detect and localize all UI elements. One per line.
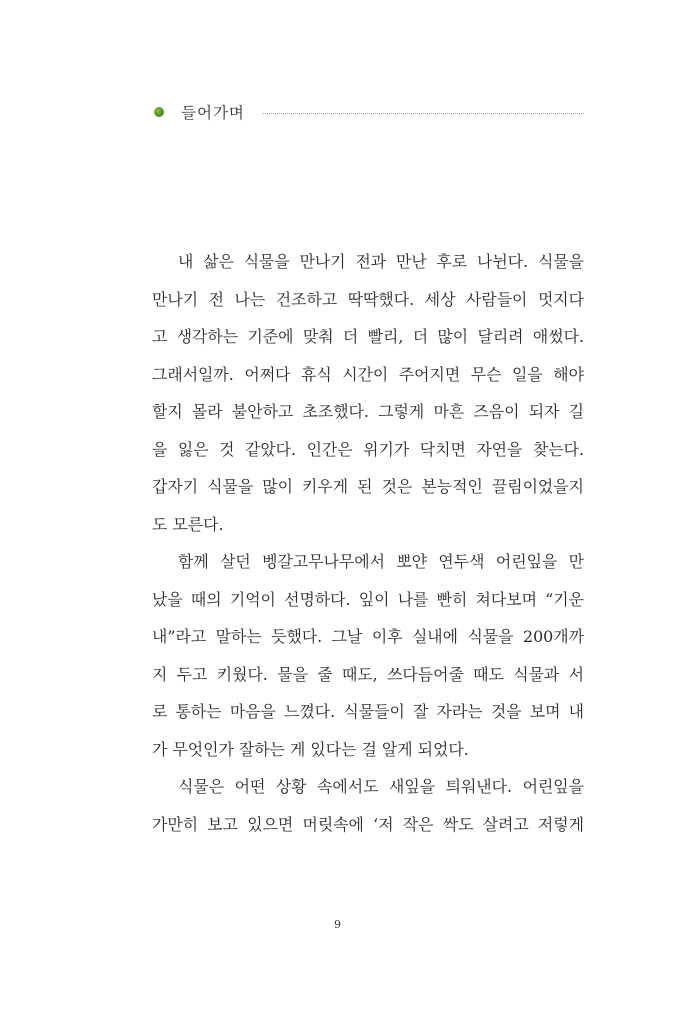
text-line: 가 무엇인가 잘하는 게 있다는 걸 알게 되었다. — [152, 739, 469, 759]
chapter-title: 들어가며 — [181, 104, 245, 122]
text-line: 할지 몰라 불안하고 초조했다. 그렇게 마흔 즈음이 되자 길 — [152, 402, 584, 421]
text-line: 났을 때의 기억이 선명하다. 잎이 나를 빤히 쳐다보며 “기운 — [152, 589, 584, 609]
dotted-divider — [263, 113, 584, 114]
text-line: 내 삶은 식물을 만나기 전과 만난 후로 나뉜다. 식물을 — [178, 252, 584, 271]
chapter-header — [154, 100, 584, 124]
text-line: 지 두고 키웠다. 물을 줄 때도, 쓰다듬어줄 때도 식물과 서 — [152, 664, 584, 684]
text-line: 갑자기 식물을 많이 키우게 된 것은 본능적인 끌림이었을지 — [152, 477, 584, 496]
text-line: 그래서일까. 어쩌다 휴식 시간이 주어지면 무슨 일을 해야 — [152, 364, 584, 384]
text-line: 고 생각하는 기준에 맞춰 더 빨리, 더 많이 달리려 애썼다. — [152, 327, 584, 346]
page-number: 9 — [334, 918, 341, 931]
text-line: 가만히 보고 있으면 머릿속에 ‘저 작은 싹도 살려고 저렇게 — [152, 814, 584, 834]
text-line: 함께 살던 벵갈고무나무에서 뽀얀 연두색 어린잎을 만 — [178, 552, 584, 571]
text-line: 도 모른다. — [152, 514, 224, 534]
text-line: 내”라고 말하는 듯했다. 그날 이후 실내에 식물을 200개까 — [152, 627, 584, 646]
body-text — [152, 243, 584, 843]
text-line: 만나기 전 나는 건조하고 딱딱했다. 세상 사람들이 멋지다 — [152, 289, 584, 309]
text-line: 을 잃은 것 같았다. 인간은 위기가 닥치면 자연을 찾는다. — [152, 439, 584, 459]
text-line: 식물은 어떤 상황 속에서도 새잎을 틔워낸다. 어린잎을 — [178, 777, 584, 796]
text-line: 로 통하는 마음을 느꼈다. 식물들이 잘 자라는 것을 보며 내 — [152, 702, 584, 721]
green-bullet-icon — [154, 107, 164, 117]
